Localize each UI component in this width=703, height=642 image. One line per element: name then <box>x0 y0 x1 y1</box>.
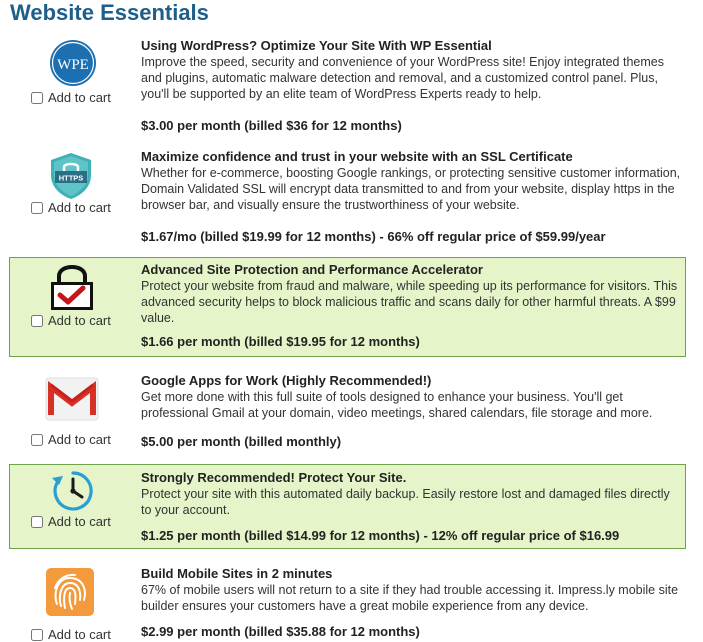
add-to-cart-label: Add to cart <box>48 313 111 328</box>
item-price: $3.00 per month (billed $36 for 12 months) <box>141 118 402 133</box>
add-to-cart-ssl-certificate[interactable] <box>31 200 111 215</box>
item-title: Strongly Recommended! Protect Your Site. <box>141 470 407 485</box>
list-item-ssl-certificate <box>9 145 686 245</box>
add-to-cart-label: Add to cart <box>48 90 111 105</box>
add-to-cart-site-backup[interactable] <box>31 514 111 529</box>
https-badge-text: HTTPS <box>58 173 84 183</box>
add-to-cart-label: Add to cart <box>48 432 111 447</box>
item-price: $1.66 per month (billed $19.95 for 12 months) <box>141 334 420 349</box>
gmail-icon <box>45 375 101 427</box>
page-title: Website Essentials <box>10 0 209 25</box>
item-title: Google Apps for Work (Highly Recommended!) <box>141 373 432 388</box>
wpe-logo-icon <box>45 38 101 90</box>
list-item-site-backup <box>9 464 686 549</box>
item-price: $1.25 per month (billed $14.99 for 12 months) - 12% off regular price of $16.99 <box>141 528 620 543</box>
backup-clock-icon <box>45 467 101 519</box>
list-item-mobile-sites <box>9 561 686 642</box>
wpe-logo-text: WPE <box>57 57 89 73</box>
item-description: Whether for e-commerce, boosting Google rankings, or protecting sensitive customer information, Domain Validated SSL will encrypt data transmitted to and from your website, display https in the browser bar, and visually ensure the trustworthiness of your website. <box>141 166 681 212</box>
add-to-cart-checkbox[interactable] <box>31 202 43 214</box>
add-to-cart-checkbox[interactable] <box>31 516 43 528</box>
ssl-shield-icon <box>45 151 101 203</box>
list-item-wp-essential <box>9 34 686 134</box>
add-to-cart-mobile-sites[interactable] <box>31 627 111 642</box>
item-description: 67% of mobile users will not return to a site if they had trouble accessing it. Impress.ly mobile site builder ensures your customers have a great mobile experience from any device. <box>141 583 679 613</box>
item-title: Maximize confidence and trust in your website with an SSL Certificate <box>141 149 573 164</box>
add-to-cart-site-protection[interactable] <box>31 313 111 328</box>
item-title: Using WordPress? Optimize Your Site With WP Essential <box>141 38 492 53</box>
fingerprint-icon <box>45 568 101 620</box>
add-to-cart-checkbox[interactable] <box>31 92 43 104</box>
add-to-cart-checkbox[interactable] <box>31 315 43 327</box>
item-price: $2.99 per month (billed $35.88 for 12 months) <box>141 624 420 639</box>
item-title: Advanced Site Protection and Performance Accelerator <box>141 262 483 277</box>
list-item-google-apps <box>9 369 686 453</box>
add-to-cart-checkbox[interactable] <box>31 434 43 446</box>
item-description: Protect your website from fraud and malware, while speeding up its performance for visitors. This advanced security helps to block malicious traffic and scans daily for other harmful threats. A $99 value. <box>141 279 678 325</box>
add-to-cart-label: Add to cart <box>48 627 111 642</box>
padlock-check-icon <box>45 262 101 314</box>
add-to-cart-google-apps[interactable] <box>31 432 111 447</box>
add-to-cart-label: Add to cart <box>48 514 111 529</box>
item-price: $1.67/mo (billed $19.99 for 12 months) - 66% off regular price of $59.99/year <box>141 229 606 244</box>
item-description: Get more done with this full suite of tools designed to enhance your business. You'll get professional Gmail at your domain, video meetings, shared calendars, file storage and more. <box>141 390 653 420</box>
list-item-site-protection <box>9 257 686 357</box>
add-to-cart-label: Add to cart <box>48 200 111 215</box>
item-description: Protect your site with this automated daily backup. Easily restore lost and damaged files directly to your account. <box>141 487 670 517</box>
item-price: $5.00 per month (billed monthly) <box>141 434 342 449</box>
item-title: Build Mobile Sites in 2 minutes <box>141 566 333 581</box>
add-to-cart-wp-essential[interactable] <box>31 90 111 105</box>
item-description: Improve the speed, security and convenience of your WordPress site! Enjoy integrated themes and plugins, automatic malware detection and removal, and a customized control panel. Plus, you'll be supported by an elite team of WordPress Experts ready to help. <box>141 55 664 101</box>
